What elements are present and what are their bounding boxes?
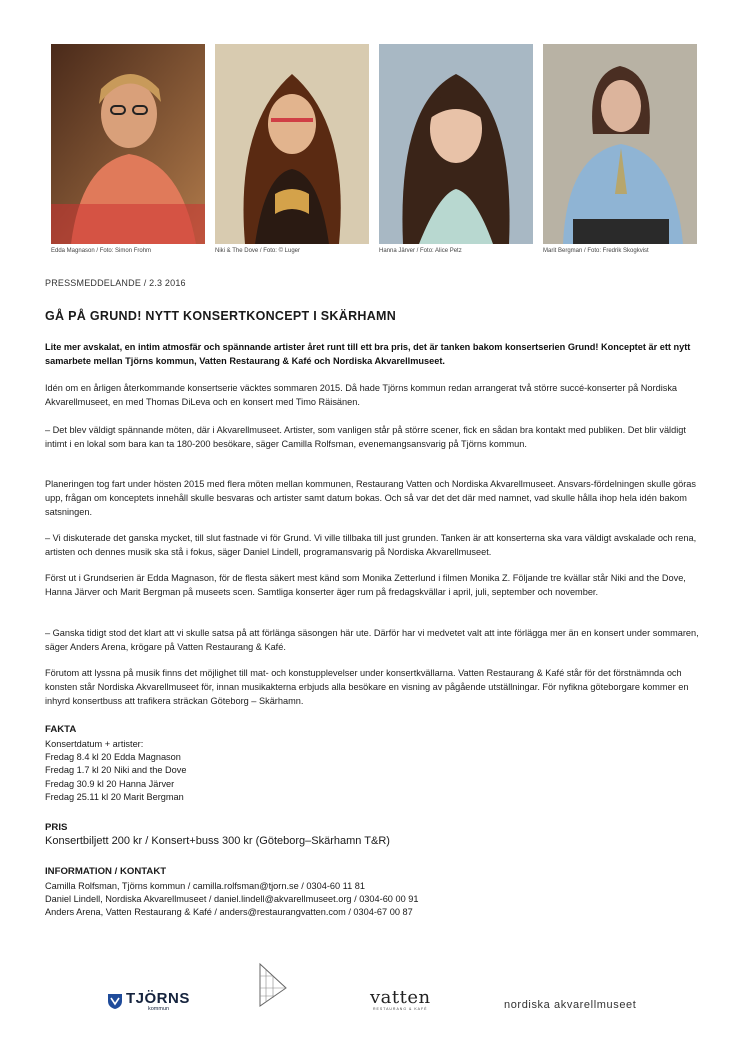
body-paragraph: – Vi diskuterade det ganska mycket, till slut fastnade vi för Grund. Vi ville tillbaka till just grunden. Tanken är att konserterna ska vara väldigt avskalade och rena, artisten och dennes musik ska stå i fokus, säger Daniel Lindell, programansvarig på Nordiska Akvarellmuseet. [45,533,697,557]
fakta-line: Fredag 30.9 kl 20 Hanna Järver [45,778,175,789]
tjorns-wordmark: TJÖRNS [126,990,190,1007]
tjorn-crest-icon [106,992,124,1010]
kontakt-title: INFORMATION / KONTAKT [45,866,167,877]
fakta-list [45,738,186,804]
body-paragraph: – Det blev väldigt spännande möten, där i Akvarellmuseet. Artister, som vanligen står på större scener, fick en sådan bra kontakt med publiken. Det blir väldigt intimt i en lokal som bara kan ta 180-200 besökare, säger Camilla Rolfsman, evenemangsansvarig på Tjörns kommun. [45,425,686,449]
body-paragraph: Förutom att lyssna på musik finns det möjlighet till mat- och konstupplevelser under konsertkvällarna. Vatten Restaurang & Kafé står för det förstnämnda och konsten står Nordiska Akvarellmuseet för, innan musikakterna erbjuds alla besökare en visning av pågående utställningar. För nyfikna göteborgare kommer en inhyrd konsertbuss att trafikera sträckan Göteborg – Skärhamn. [45,668,689,706]
fakta-line: Fredag 25.11 kl 20 Marit Bergman [45,791,184,802]
photo-caption: Hanna Järver / Foto: Alice Petz [379,248,462,254]
fakta-line: Fredag 1.7 kl 20 Niki and the Dove [45,765,187,776]
photo-edda-magnason-image [51,44,205,244]
body-paragraph: – Ganska tidigt stod det klart att vi skulle satsa på att förlänga säsongen här ute. Därför har vi medvetet valt att inte förlägga mer än en konsert under sommaren, säger Anders Arena, krögare på Vatten Restaurang & Kafé. [45,628,699,652]
vatten-wordmark: vatten [370,987,431,1008]
vatten-subtitle: RESTAURANG & KAFÉ [373,1007,428,1011]
artist-photo-row [51,44,697,260]
grund-triangle-icon [258,962,288,1008]
nordiska-akvarellmuseet-logo: nordiska akvarellmuseet [504,999,637,1011]
press-release-meta: PRESSMEDDELANDE / 2.3 2016 [45,278,186,288]
pris-text: Konsertbiljett 200 kr / Konsert+buss 300 kr (Göteborg–Skärhamn T&R) [45,835,390,847]
contact-line: Daniel Lindell, Nordiska Akvarellmuseet / daniel.lindell@akvarellmuseet.org / 0304-60 00 91 [45,894,419,905]
kommun-wordmark: kommun [148,1006,170,1012]
fakta-line: Konsertdatum + artister: [45,739,144,749]
photo-marit-bergman-image [543,44,697,244]
body-paragraph: Planeringen tog fart under hösten 2015 med flera möten mellan kommunen, Restaurang Vatten och Nordiska Akvarellmuseet. Ansvars-fördelningen skulle göras upp, frågan om konceptets innehåll skulle besvaras och artister samt datum bokas. Och så var det det där med namnet, vad skulle hålla ihop hela idén bakom satsningen. [45,479,696,517]
grund-logo [258,962,288,1008]
pris-title: PRIS [45,822,68,833]
photo-caption: Marit Bergman / Foto: Fredrik Skogkvist [543,248,649,254]
fakta-title: FAKTA [45,724,77,735]
contact-line: Anders Arena, Vatten Restaurang & Kafé / anders@restaurangvatten.com / 0304-67 00 87 [45,907,413,918]
tjorns-kommun-logo [106,990,190,1014]
photo-edda-magnason [51,44,205,244]
body-paragraph: Idén om en årligen återkommande konsertserie väcktes sommaren 2015. Då hade Tjörns kommun redan arrangerat två större succé-konserter på Nordiska Akvarellmuseet, en med Thomas DiLeva och en konsert med Timo Räisänen. [45,383,678,407]
headline: GÅ PÅ GRUND! NYTT KONSERTKONCEPT I SKÄRHAMN [45,309,397,323]
lead-paragraph: Lite mer avskalat, en intim atmosfär och spännande artister året runt till ett bra pris, det är tanken bakom konsertserien Grund! Konceptet är ett nytt samarbete mellan Tjörns kommun, Vatten Restaurang & Kafé och Nordiska Akvarellmuseet. [45,342,691,366]
photo-hanna-jarver [379,44,533,244]
body-paragraph: Först ut i Grundserien är Edda Magnason, för de flesta säkert mest känd som Monika Zetterlund i filmen Monika Z. Följande tre kvällar står Niki and the Dove, Hanna Järver och Marit Bergman på museets scen. Samtliga konserter äger rum på fredagskvällar i april, juli, september och november. [45,573,686,597]
photo-caption: Niki & The Dove / Foto: © Luger [215,248,301,254]
photo-niki-and-the-dove [215,44,369,244]
photo-caption: Edda Magnason / Foto: Simon Frohm [51,248,152,254]
vatten-logo [370,987,440,1013]
photo-niki-and-the-dove-image [215,44,369,244]
photo-hanna-jarver-image [379,44,533,244]
photo-marit-bergman [543,44,697,244]
kontakt-list [45,880,418,920]
contact-line: Camilla Rolfsman, Tjörns kommun / camilla.rolfsman@tjorn.se / 0304-60 11 81 [45,881,365,891]
fakta-line: Fredag 8.4 kl 20 Edda Magnason [45,752,181,763]
